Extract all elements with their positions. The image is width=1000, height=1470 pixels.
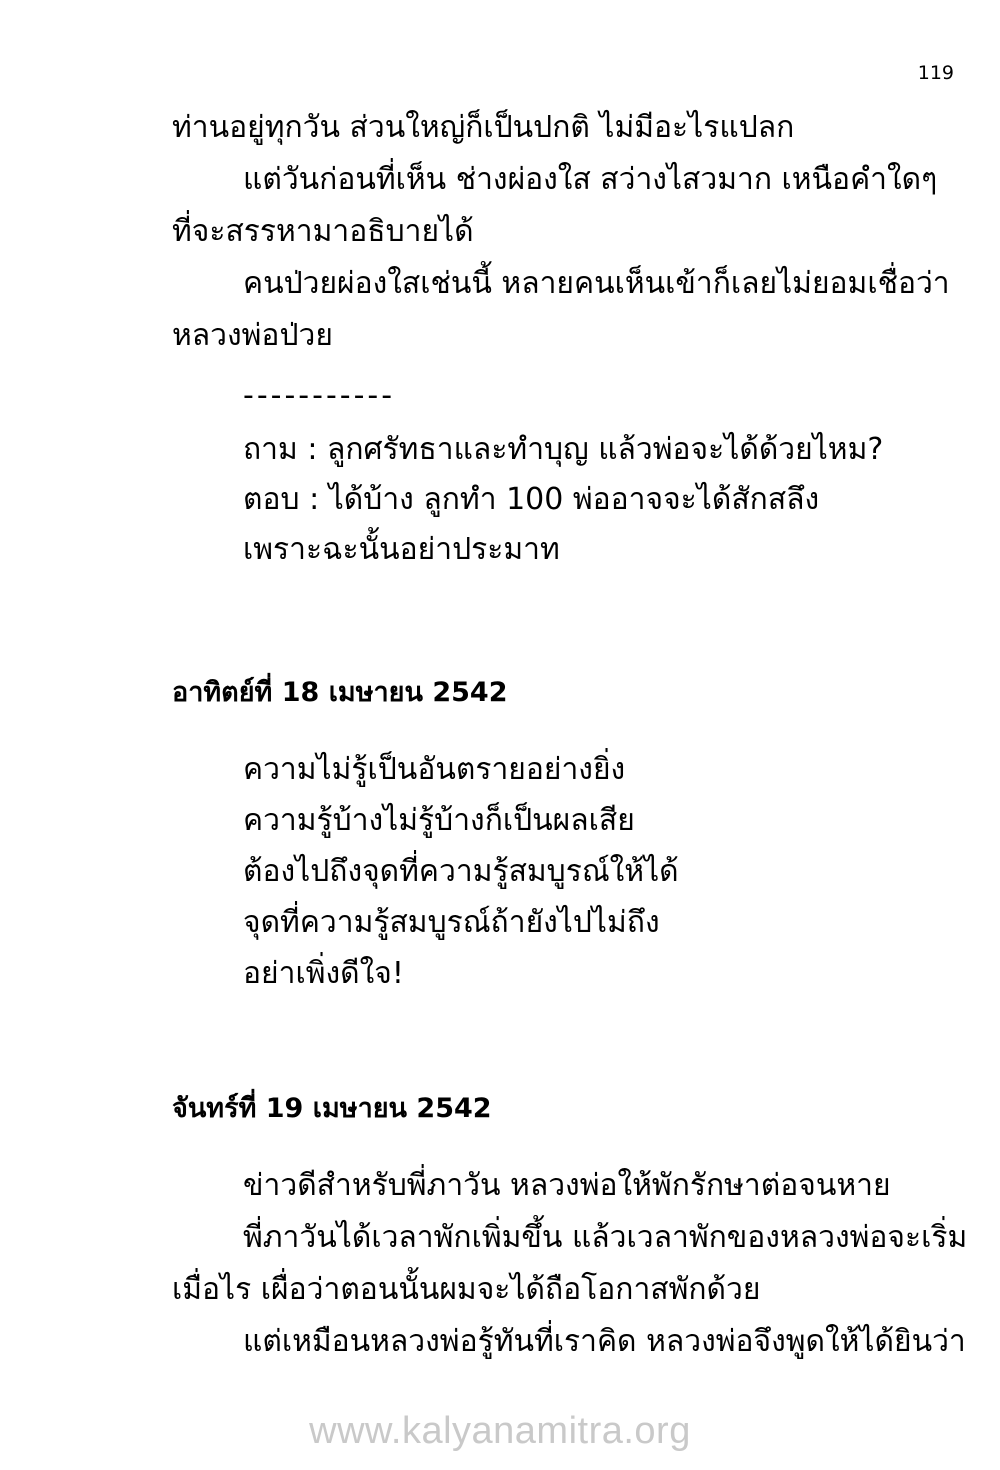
paragraph-line: แต่เหมือนหลวงพ่อรู้ทันที่เราคิด หลวงพ่อจึงพูดให้ได้ยินว่า [243,1324,966,1359]
verse-line: ความไม่รู้เป็นอันตรายอย่างยิ่ง [243,752,626,787]
answer-line: เพราะฉะนั้นอย่าประมาท [243,532,560,567]
verse-line: จุดที่ความรู้สมบูรณ์ถ้ายังไปไม่ถึง [243,905,660,940]
paragraph-line: แต่วันก่อนที่เห็น ช่างผ่องใส สว่างไสวมาก เหนือคำใดๆ [243,162,938,197]
paragraph-line: หลวงพ่อป่วย [172,318,333,353]
paragraph-line: ที่จะสรรหามาอธิบายได้ [172,214,474,249]
answer-line: ตอบ : ได้บ้าง ลูกทำ 100 พ่ออาจจะได้สักสลึง [243,482,820,517]
verse-line: ความรู้บ้างไม่รู้บ้างก็เป็นผลเสีย [243,803,635,838]
paragraph-line: คนป่วยผ่องใสเช่นนี้ หลายคนเห็นเข้าก็เลยไม่ยอมเชื่อว่า [243,266,950,301]
paragraph-line: เมื่อไร เผื่อว่าตอนนั้นผมจะได้ถือโอกาสพักด้วย [172,1272,761,1307]
verse-line: ต้องไปถึงจุดที่ความรู้สมบูรณ์ให้ได้ [243,854,679,889]
date-heading: จันทร์ที่ 19 เมษายน 2542 [172,1093,492,1124]
paragraph-line: ท่านอยู่ทุกวัน ส่วนใหญ่ก็เป็นปกติ ไม่มีอะไรแปลก [172,110,795,145]
paragraph-line: ข่าวดีสำหรับพี่ภาวัน หลวงพ่อให้พักรักษาต่อจนหาย [243,1168,891,1203]
date-heading: อาทิตย์ที่ 18 เมษายน 2542 [172,677,508,708]
page-number: 119 [917,62,954,84]
verse-line: อย่าเพิ่งดีใจ! [243,956,404,991]
watermark-url: www.kalyanamitra.org [309,1410,691,1452]
paragraph-line: พี่ภาวันได้เวลาพักเพิ่มขึ้น แล้วเวลาพักของหลวงพ่อจะเริ่ม [243,1220,968,1255]
question-line: ถาม : ลูกศรัทธาและทำบุญ แล้วพ่อจะได้ด้วยไหม? [243,432,884,467]
section-separator: ----------- [243,378,396,413]
